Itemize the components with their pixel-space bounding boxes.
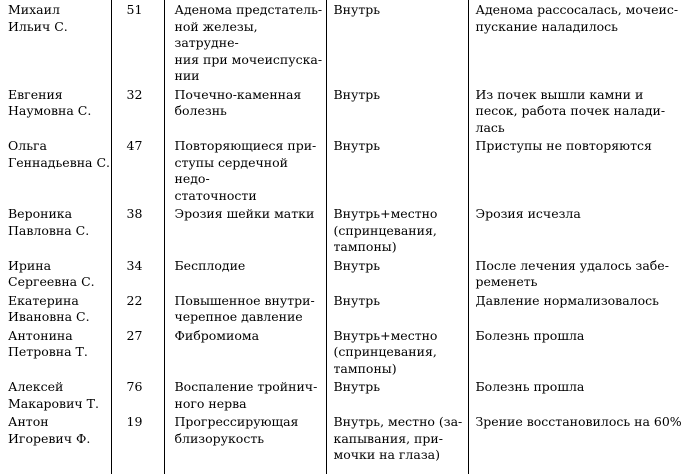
result-cell: Болезнь прошла [468, 326, 685, 378]
table-row [0, 204, 685, 256]
patient-name-cell: Антон Игоревич Ф. [8, 414, 91, 446]
method-cell: Внутрь [326, 85, 468, 137]
age-cell: 51 [111, 0, 164, 85]
age-cell: 19 [111, 412, 164, 474]
result-cell: Давление нормализовалось [468, 291, 685, 326]
table-row [0, 85, 685, 137]
patient-name-cell: Антонина Петровна Т. [8, 327, 88, 359]
table-row [0, 0, 685, 85]
patient-name-cell: Екатерина Ивановна С. [8, 292, 90, 324]
diagnosis-cell: Прогрессирующая близорукость [164, 412, 326, 474]
patient-name-cell: Евгения Наумовна С. [8, 86, 92, 118]
method-cell: Внутрь [326, 256, 468, 291]
patient-name-cell: Ольга Геннадьевна С. [8, 138, 111, 170]
diagnosis-cell: Аденома предстатель- ной железы, затрудне- ния при мочеиспуска- нии [164, 0, 326, 85]
result-cell: Приступы не повторяются [468, 136, 685, 204]
patient-name-cell: Вероника Павловна С. [8, 206, 90, 238]
diagnosis-cell: Фибромиома [164, 326, 326, 378]
result-cell: Болезнь прошла [468, 377, 685, 412]
method-cell: Внутрь [326, 136, 468, 204]
table-row [0, 291, 685, 326]
result-cell: Аденома рассосалась, мочеис- пускание наладилось [468, 0, 685, 85]
table-row [0, 326, 685, 378]
patient-name-cell: Ирина Сергеевна С. [8, 257, 95, 289]
method-cell: Внутрь [326, 0, 468, 85]
table-row [0, 412, 685, 474]
patient-name-cell: Михаил Ильич С. [8, 2, 68, 34]
age-cell: 32 [111, 85, 164, 137]
table-row [0, 256, 685, 291]
age-cell: 22 [111, 291, 164, 326]
diagnosis-cell: Воспаление тройнич- ного нерва [164, 377, 326, 412]
table-row [0, 377, 685, 412]
diagnosis-cell: Повышенное внутри- черепное давление [164, 291, 326, 326]
patient-name-cell: Алексей Макарович Т. [8, 379, 99, 411]
diagnosis-cell: Бесплодие [164, 256, 326, 291]
result-cell: Зрение восстановилось на 60% [468, 412, 685, 474]
diagnosis-cell: Эрозия шейки матки [164, 204, 326, 256]
method-cell: Внутрь, местно (за- капывания, при- мочки на глаза) [326, 412, 468, 474]
age-cell: 47 [111, 136, 164, 204]
diagnosis-cell: Повторяющиеся при- ступы сердечной недо- статочности [164, 136, 326, 204]
result-cell: После лечения удалось забе- ременеть [468, 256, 685, 291]
method-cell: Внутрь [326, 377, 468, 412]
method-cell: Внутрь [326, 291, 468, 326]
age-cell: 38 [111, 204, 164, 256]
age-cell: 76 [111, 377, 164, 412]
diagnosis-cell: Почечно-каменная болезнь [164, 85, 326, 137]
age-cell: 27 [111, 326, 164, 378]
method-cell: Внутрь+местно (спринцевания, тампоны) [326, 204, 468, 256]
method-cell: Внутрь+местно (спринцевания, тампоны) [326, 326, 468, 378]
result-cell: Эрозия исчезла [468, 204, 685, 256]
age-cell: 34 [111, 256, 164, 291]
result-cell: Из почек вышли камни и песок, работа почек налади- лась [468, 85, 685, 137]
table-row [0, 136, 685, 204]
